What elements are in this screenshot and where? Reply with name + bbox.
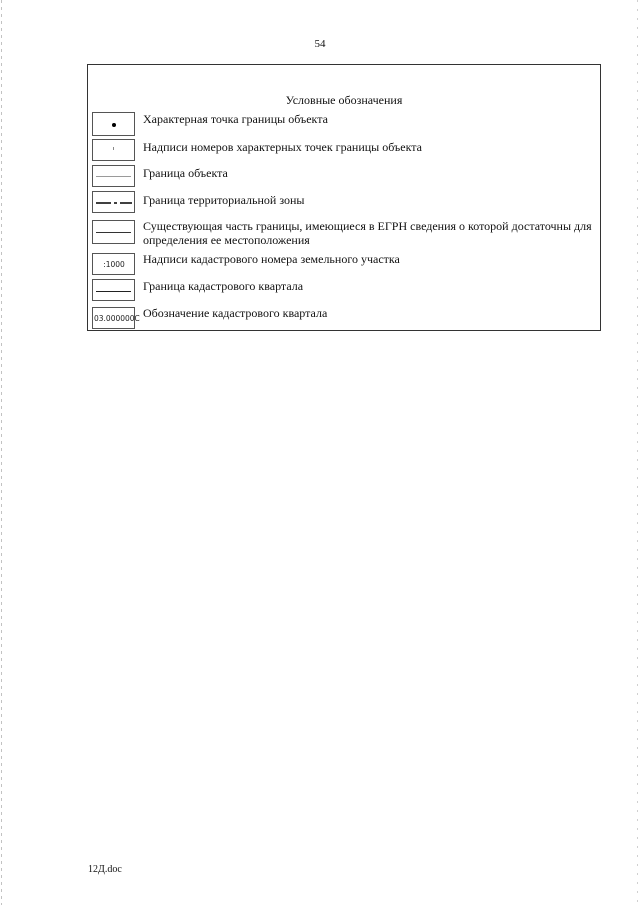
existing-boundary-line-icon xyxy=(96,232,131,233)
point-dot-icon xyxy=(112,123,116,127)
legend-label-quarter-boundary: Граница кадастрового квартала xyxy=(143,279,304,293)
symbol-box-point xyxy=(92,112,135,136)
symbol-box-zone-boundary xyxy=(92,191,135,213)
quarter-designation-sample: 03.000000C xyxy=(94,314,140,323)
symbol-box-quarter-boundary xyxy=(92,279,135,301)
legend-label-existing-boundary: Существующая часть границы, имеющиеся в ЕГРН сведения о которой достаточны для определения ее местоположения xyxy=(143,219,592,247)
legend-label-zone-boundary: Граница территориальной зоны xyxy=(143,193,305,207)
parcel-number-sample: :1000 xyxy=(103,260,125,269)
object-boundary-line-icon xyxy=(96,176,131,177)
legend-label-object-boundary: Граница объекта xyxy=(143,166,228,180)
symbol-box-existing-boundary xyxy=(92,220,135,244)
symbol-box-object-boundary xyxy=(92,165,135,187)
footer-filename: 12Д.doc xyxy=(88,864,122,875)
page-number: 54 xyxy=(314,38,326,50)
symbol-box-quarter-designation xyxy=(92,307,140,329)
quarter-boundary-line-icon xyxy=(96,291,131,292)
legend-label-characteristic-point: Характерная точка границы объекта xyxy=(143,112,328,126)
legend-label-quarter-designation: Обозначение кадастрового квартала xyxy=(143,306,328,320)
legend-label-parcel-number: Надписи кадастрового номера земельного участка xyxy=(143,252,400,266)
legend-table xyxy=(87,64,601,331)
scan-edge-left xyxy=(1,0,2,905)
legend-label-point-labels: Надписи номеров характерных точек границы объекта xyxy=(143,140,422,154)
zone-boundary-dash-dot-icon xyxy=(96,199,132,207)
symbol-box-point-labels xyxy=(92,139,135,161)
point-label-mark-icon xyxy=(113,147,114,150)
symbol-box-parcel-number xyxy=(92,253,135,275)
scan-edge-right xyxy=(637,0,638,905)
legend-title: Условные обозначения xyxy=(285,93,403,107)
